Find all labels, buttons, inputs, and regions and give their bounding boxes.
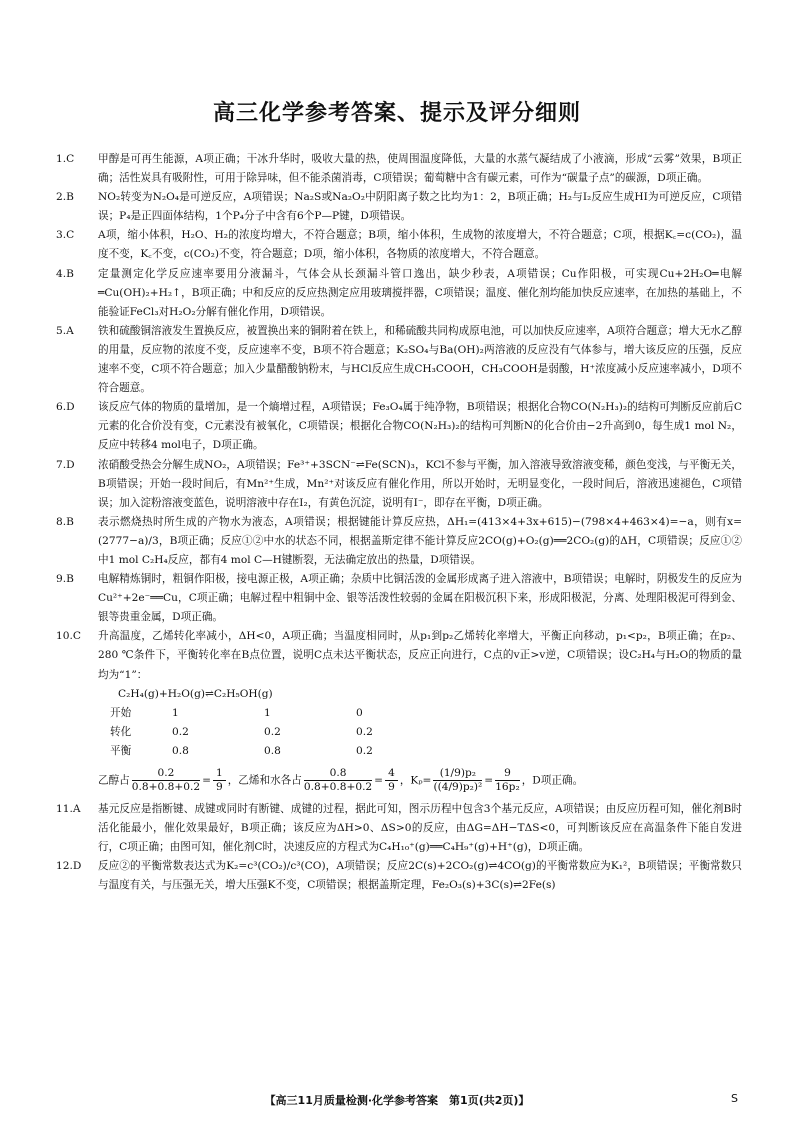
item-text: 表示燃烧热时所生成的产物水为液态，A项错误；根据键能计算反应热，ΔH₁=(413×4+3x+615)−(798×4+463×4)=−a，则有x=(2777−a)/3，B项正确；反应①②中水的状态不同，根据盖斯定律不能计算反应2CO(g)+O₂(g)══2CO₂(g)的ΔH，C项错误；反应①②中1 mol C₂H₄反应，都有4 mol C—H键断裂，无法确定放出的热量，D项错误。	[98, 515, 742, 566]
table-cell: 开始	[110, 706, 132, 719]
item-number: 12.D	[56, 860, 82, 872]
table-cell: 0.2	[172, 725, 189, 738]
item-text: 基元反应是指断键、成键或同时有断键、成键的过程，据此可知，图示历程中包含3个基元反应，A项错误；由反应历程可知，催化剂B时活化能最小，催化效果最好，B项正确；该反应为ΔH>0、ΔS>0的反应，由ΔG=ΔH−TΔS<0，可判断该反应在高温条件下能自发进行，C项正确；由图可知，催化剂C时，决速反应的方程式为C₄H₁₀⁺(g)══C₄H₉⁺(g)+H⁺(g)，D项正确。	[98, 802, 742, 853]
item-number: 1.C	[56, 153, 75, 165]
list-item	[56, 627, 742, 684]
table-cell: 1	[172, 706, 179, 719]
denominator: 0.8+0.8+0.2	[303, 780, 373, 793]
list-item	[56, 570, 742, 627]
item-text: 电解精炼铜时，粗铜作阳极，接电源正极，A项正确；杂质中比铜活泼的金属形成离子进入溶液中，B项错误；电解时，阴极发生的反应为Cu²⁺+2e⁻══Cu，C项正确；电解过程中粗铜中金、银等活泼性较弱的金属在阳极沉积下来，形成阳极泥，分离、处理阳极泥可得到金、银等贵重金属，D项正确。	[98, 573, 742, 624]
item-number: 11.A	[56, 802, 81, 815]
table-row	[110, 723, 448, 742]
fraction	[132, 767, 200, 794]
item-number: 5.A	[56, 324, 74, 337]
item-text: NO₂转变为N₂O₄是可逆反应，A项错误；Na₂S或Na₂O₂中阴阳离子数之比均为1：2，B项正确；H₂与I₂反应生成HI为可逆反应，C项错误；P₄是正四面体结构，1个P₄分子中含有6个P—P键，D项错误。	[98, 191, 742, 223]
calc-text: ，D项正确。	[521, 774, 584, 787]
item-text: 定量测定化学反应速率要用分液漏斗，气体会从长颈漏斗管口逸出，缺少秒表，A项错误；Cu作阳极，可实现Cu+2H₂O═电解═Cu(OH)₂+H₂↑，B项正确；中和反应的反应热测定应用玻璃搅拌器，C项错误；温度、催化剂均能加快反应速率，在加热的基础上，不能验证FeCl₃对H₂O₂分解有催化作用，D项错误。	[98, 267, 742, 318]
table-cell: 平衡	[110, 744, 132, 757]
fraction	[213, 767, 226, 794]
calc-text: ，Kₚ=	[399, 774, 432, 787]
table-row	[110, 704, 448, 723]
ice-equation: C₂H₄(g)+H₂O(g)⇌C₂H₅OH(g)	[118, 687, 273, 700]
item-number: 3.C	[56, 229, 75, 242]
page-footer: 【高三11月质量检测·化学参考答案 第1页(共2页)】	[264, 1094, 530, 1107]
page-title: 高三化学参考答案、提示及评分细则	[212, 101, 581, 126]
list-item	[56, 800, 742, 857]
item-number: 4.B	[56, 267, 74, 280]
table-cell: 转化	[110, 725, 132, 738]
item-text: 铁和硫酸铜溶液发生置换反应，被置换出来的铜附着在铁上，和稀硫酸共同构成原电池，可以加快反应速率，A项符合题意；增大无水乙醇的用量，反应物的浓度不变，反应速率不变，B项不符合题意；K₂SO₄与Ba(OH)₂两溶液的反应没有气体参与，增大该反应的压强，反应速率不变，C项不符合题意；加入少量醋酸钠粉末，与HCl反应生成CH₃COOH，CH₃COOH是弱酸，H⁺浓度减小反应速率减小，D项不符合题意。	[98, 324, 742, 395]
denominator: 9	[388, 780, 395, 793]
item-text: 该反应气体的物质的量增加，是一个熵增过程，A项错误；Fe₃O₄属于纯净物，B项错误；根据化合物CO(N₂H₃)₂的结构可判断反应前后C元素的化合价没有变，C元素没有被氧化，C项错误；根据化合物CO(N₂H₃)₂的结构可判断N的化合价由−2升高到0，每生成1 mol N₂，反应中转移4 mol电子，D项正确。	[98, 401, 742, 452]
item-text: 升高温度，乙烯转化率减小，ΔH<0，A项正确；当温度相同时，从p₁到p₂乙烯转化率增大，平衡正向移动，p₁<p₂，B项正确；在p₂、280 ℃条件下，平衡转化率在B点位置，说明C点未达平衡状态，反应正向进行，C点的v正>v逆，C项错误；设C₂H₄与H₂O的物质的量均为“1”：	[98, 630, 742, 681]
fraction	[433, 767, 482, 794]
list-item	[56, 322, 742, 398]
table-cell: 0.2	[264, 725, 281, 738]
item-text: A项，缩小体积，H₂O、H₂的浓度均增大，不符合题意；B项，缩小体积，生成物的浓度增大，不符合题意；C项，根据K꜀=c(CO₂)，温度不变，K꜀不变，c(CO₂)不变，符合题意；D项，缩小体积，各物质的浓度增大，不符合题意。	[98, 229, 742, 261]
numerator: 0.8	[304, 767, 372, 781]
denominator: 16p₂	[495, 780, 520, 793]
calc-text: =	[484, 774, 494, 787]
denominator: ((4/9)p₂)²	[433, 780, 483, 793]
list-item	[56, 857, 742, 895]
list-item	[56, 226, 742, 264]
denominator: 9	[215, 780, 223, 793]
numerator: (1/9)p₂	[433, 767, 482, 781]
numerator: 9	[495, 767, 520, 781]
table-row	[110, 742, 448, 761]
calc-text: =	[202, 774, 211, 787]
list-item	[56, 398, 742, 455]
list-item	[56, 265, 742, 322]
list-item	[56, 456, 742, 513]
denominator: 0.8+0.8+0.2	[131, 780, 201, 793]
item-text: 反应②的平衡常数表达式为K₂=c³(CO₂)/c³(CO)，A项错误；反应2C(s)+2CO₂(g)⇌4CO(g)的平衡常数应为K₁²，B项错误；平衡常数只与温度有关，与压强无关，增大压强K不变，C项错误；根据盖斯定理，Fe₂O₃(s)+3C(s)⇌2Fe(s)	[98, 860, 742, 892]
list-item	[56, 513, 742, 570]
list-item	[56, 188, 742, 226]
calc-text: 乙醇占	[98, 774, 130, 787]
corner-mark: S	[731, 1092, 738, 1105]
item-number: 7.D	[56, 458, 75, 471]
calc-text: ，乙烯和水各占	[227, 774, 302, 787]
table-cell: 0.8	[172, 744, 189, 757]
item-number: 2.B	[56, 191, 74, 204]
table-cell: 1	[264, 706, 271, 719]
item-number: 8.B	[56, 515, 74, 528]
equilibrium-calc	[56, 767, 742, 794]
table-cell: 0	[356, 706, 363, 719]
fraction	[304, 767, 372, 794]
item-number: 9.B	[56, 573, 74, 586]
ice-table	[110, 704, 448, 761]
numerator: 1	[213, 767, 226, 781]
fraction	[385, 767, 398, 794]
answer-body	[56, 150, 742, 895]
item-text: 甲醇是可再生能源，A项正确；干冰升华时，吸收大量的热，使周围温度降低，大量的水蒸气凝结成了小液滴，形成“云雾”效果，B项正确；活性炭具有吸附性，可用于除异味，但不能杀菌消毒，C项错误；葡萄糖中含有碳元素，可作为“碳量子点”的碳源，D项正确。	[98, 153, 742, 185]
numerator: 4	[385, 767, 398, 781]
table-cell: 0.2	[356, 744, 373, 757]
item-number: 6.D	[56, 401, 75, 414]
table-cell: 0.2	[356, 725, 373, 738]
table-cell: 0.8	[264, 744, 281, 757]
fraction	[495, 767, 520, 794]
calc-text: =	[374, 774, 384, 787]
item-text: 浓硝酸受热会分解生成NO₂，A项错误；Fe³⁺+3SCN⁻⇌Fe(SCN)₃，KCl不参与平衡，加入溶液导致溶液变稀，颜色变浅，与平衡无关，B项错误；开始一段时间后，有Mn²⁺生成，Mn²⁺对该反应有催化作用，所以开始时，无明显变化，一段时间后，溶液迅速褪色，C项错误；加入淀粉溶液变蓝色，说明溶液中存在I₂，有黄色沉淀，说明有I⁻，即存在平衡，D项正确。	[98, 458, 742, 509]
list-item	[56, 150, 742, 188]
numerator: 0.2	[132, 767, 200, 781]
item-number: 10.C	[56, 630, 81, 643]
